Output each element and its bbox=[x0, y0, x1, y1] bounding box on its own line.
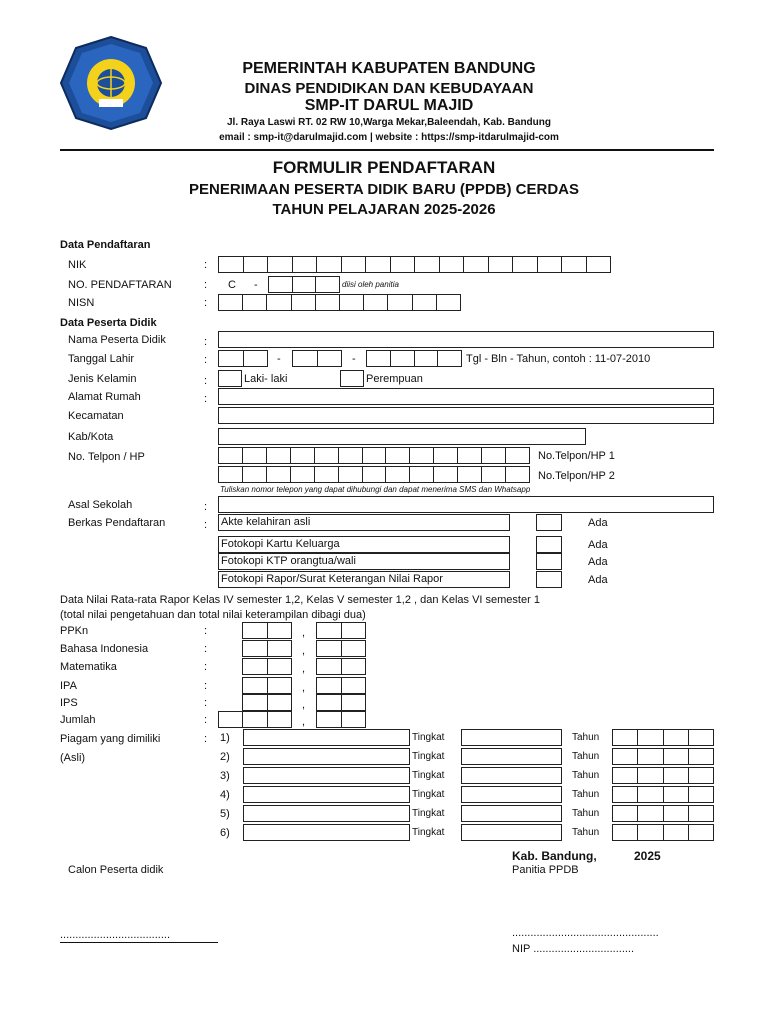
berkas-item: Fotokopi Rapor/Surat Keterangan Nilai Rapor bbox=[218, 571, 510, 588]
digit-cell[interactable] bbox=[664, 786, 689, 803]
digit-cell[interactable] bbox=[689, 786, 714, 803]
label-nisn: NISN bbox=[68, 297, 95, 309]
tahun-field[interactable] bbox=[612, 786, 714, 803]
digit-cell[interactable] bbox=[638, 748, 663, 765]
colon: : bbox=[204, 393, 208, 405]
digit-cell[interactable] bbox=[458, 466, 482, 483]
label-nama: Nama Peserta Didik bbox=[68, 334, 166, 346]
digit-cell[interactable] bbox=[664, 729, 689, 746]
nilai-decimal-field[interactable] bbox=[316, 622, 366, 639]
digit-cell[interactable] bbox=[438, 350, 462, 367]
tingkat-field[interactable] bbox=[461, 729, 562, 746]
decimal-comma: , bbox=[302, 716, 306, 728]
digit-cell[interactable] bbox=[638, 805, 663, 822]
piagam-name-field[interactable] bbox=[243, 729, 410, 746]
footer-panitia: Panitia PPDB bbox=[512, 864, 579, 876]
section-data-pendaftaran: Data Pendaftaran bbox=[60, 239, 151, 251]
colon: : bbox=[204, 661, 208, 673]
digit-cell[interactable] bbox=[317, 256, 342, 273]
tahun-field[interactable] bbox=[612, 824, 714, 841]
tgl-day-field[interactable] bbox=[218, 350, 268, 367]
hp1-label: No.Telpon/HP 1 bbox=[538, 450, 615, 462]
dash: - bbox=[254, 279, 258, 291]
decimal-comma: , bbox=[302, 699, 306, 711]
colon: : bbox=[204, 714, 208, 726]
header-contact: email : smp-it@darulmajid.com | website : https://smp-itdarulmajid-com bbox=[219, 132, 559, 143]
nilai-integer-field[interactable] bbox=[242, 640, 292, 657]
digit-cell[interactable] bbox=[243, 711, 267, 728]
digit-cell[interactable] bbox=[437, 294, 461, 311]
piagam-name-field[interactable] bbox=[243, 786, 410, 803]
digit-cell[interactable] bbox=[268, 622, 293, 639]
digit-cell[interactable] bbox=[316, 640, 342, 657]
tahun-field[interactable] bbox=[612, 805, 714, 822]
digit-cell[interactable] bbox=[242, 677, 268, 694]
digit-cell[interactable] bbox=[243, 447, 267, 464]
dash: - bbox=[352, 353, 356, 365]
colon: : bbox=[204, 354, 208, 366]
ada-checkbox[interactable] bbox=[536, 553, 562, 570]
form-year: TAHUN PELAJARAN 2025-2026 bbox=[272, 201, 496, 218]
digit-cell[interactable] bbox=[339, 447, 363, 464]
colon: : bbox=[204, 733, 208, 745]
digit-cell[interactable] bbox=[267, 294, 291, 311]
digit-cell[interactable] bbox=[612, 805, 638, 822]
digit-cell[interactable] bbox=[440, 256, 465, 273]
nilai-decimal-field[interactable] bbox=[316, 711, 366, 728]
berkas-item: Fotokopi Kartu Keluarga bbox=[218, 536, 510, 553]
header-school: SMP-IT DARUL MAJID bbox=[304, 97, 474, 114]
digit-cell[interactable] bbox=[243, 294, 267, 311]
digit-cell[interactable] bbox=[689, 824, 714, 841]
digit-cell[interactable] bbox=[363, 466, 387, 483]
digit-cell[interactable] bbox=[315, 447, 339, 464]
colon: : bbox=[204, 680, 208, 692]
colon: : bbox=[204, 519, 208, 531]
digit-cell[interactable] bbox=[291, 447, 315, 464]
digit-cell[interactable] bbox=[689, 805, 714, 822]
digit-cell[interactable] bbox=[506, 466, 530, 483]
digit-cell[interactable] bbox=[316, 276, 340, 293]
tingkat-field[interactable] bbox=[461, 824, 562, 841]
hp1-field[interactable] bbox=[218, 447, 530, 464]
digit-cell[interactable] bbox=[268, 658, 293, 675]
header-address: Jl. Raya Laswi RT. 02 RW 10,Warga Mekar,Baleendah, Kab. Bandung bbox=[227, 117, 551, 128]
prefix-c: C bbox=[228, 279, 236, 291]
section-data-peserta: Data Peserta Didik bbox=[60, 317, 157, 329]
form-subtitle: PENERIMAAN PESERTA DIDIK BARU (PPDB) CERDAS bbox=[188, 181, 580, 198]
digit-cell[interactable] bbox=[638, 767, 663, 784]
tingkat-field[interactable] bbox=[461, 767, 562, 784]
nilai-decimal-field[interactable] bbox=[316, 677, 366, 694]
digit-cell[interactable] bbox=[415, 256, 440, 273]
colon: : bbox=[204, 259, 208, 271]
nilai-subject: PPKn bbox=[60, 625, 89, 637]
digit-cell[interactable] bbox=[342, 711, 367, 728]
piagam-number: 3) bbox=[220, 770, 230, 782]
digit-cell[interactable] bbox=[218, 350, 244, 367]
colon: : bbox=[204, 697, 208, 709]
nilai-decimal-field[interactable] bbox=[316, 640, 366, 657]
tingkat-field[interactable] bbox=[461, 805, 562, 822]
ada-label: Ada bbox=[588, 517, 608, 529]
label-alamat: Alamat Rumah bbox=[68, 391, 141, 403]
label-asli: (Asli) bbox=[60, 752, 86, 764]
digit-cell[interactable] bbox=[293, 276, 317, 293]
digit-cell[interactable] bbox=[315, 466, 339, 483]
digit-cell[interactable] bbox=[458, 447, 482, 464]
ada-label: Ada bbox=[588, 574, 608, 586]
digit-cell[interactable] bbox=[316, 658, 342, 675]
header-gov: PEMERINTAH KABUPATEN BANDUNG bbox=[242, 60, 536, 77]
digit-cell[interactable] bbox=[267, 466, 291, 483]
digit-cell[interactable] bbox=[268, 640, 293, 657]
piagam-number: 5) bbox=[220, 808, 230, 820]
digit-cell[interactable] bbox=[342, 256, 367, 273]
label-berkas: Berkas Pendaftaran bbox=[68, 517, 166, 529]
header-divider bbox=[60, 149, 714, 151]
digit-cell[interactable] bbox=[689, 748, 714, 765]
tingkat-label: Tingkat bbox=[412, 770, 445, 781]
digit-cell[interactable] bbox=[291, 466, 315, 483]
digit-cell[interactable] bbox=[268, 677, 293, 694]
label-kabkota: Kab/Kota bbox=[68, 431, 114, 443]
digit-cell[interactable] bbox=[434, 466, 458, 483]
digit-cell[interactable] bbox=[664, 748, 689, 765]
piagam-number: 2) bbox=[220, 751, 230, 763]
digit-cell[interactable] bbox=[242, 622, 268, 639]
digit-cell[interactable] bbox=[587, 256, 612, 273]
signature-calon: .................................... bbox=[60, 928, 218, 943]
digit-cell[interactable] bbox=[218, 447, 243, 464]
telp-note: Tuliskan nomor telepon yang dapat dihubungi dan dapat menerima SMS dan Whatsapp bbox=[220, 485, 531, 494]
tahun-label: Tahun bbox=[572, 808, 600, 819]
digit-cell[interactable] bbox=[318, 350, 343, 367]
label-nik: NIK bbox=[68, 259, 87, 271]
decimal-comma: , bbox=[302, 663, 306, 675]
tahun-field[interactable] bbox=[612, 748, 714, 765]
colon: : bbox=[204, 279, 208, 291]
piagam-name-field[interactable] bbox=[243, 805, 410, 822]
tingkat-label: Tingkat bbox=[412, 789, 445, 800]
digit-cell[interactable] bbox=[342, 640, 367, 657]
tahun-label: Tahun bbox=[572, 789, 600, 800]
piagam-number: 6) bbox=[220, 827, 230, 839]
nilai-subject: Bahasa Indonesia bbox=[60, 643, 149, 655]
berkas-item: Akte kelahiran asli bbox=[218, 514, 510, 531]
digit-cell[interactable] bbox=[267, 447, 291, 464]
digit-cell[interactable] bbox=[342, 658, 367, 675]
digit-cell[interactable] bbox=[538, 256, 563, 273]
kabkota-field[interactable] bbox=[218, 428, 586, 445]
tahun-label: Tahun bbox=[572, 827, 600, 838]
tahun-label: Tahun bbox=[572, 732, 600, 743]
decimal-comma: , bbox=[302, 682, 306, 694]
school-logo bbox=[60, 36, 162, 130]
tahun-field[interactable] bbox=[612, 767, 714, 784]
digit-cell[interactable] bbox=[340, 294, 364, 311]
tingkat-label: Tingkat bbox=[412, 751, 445, 762]
digit-cell[interactable] bbox=[316, 294, 340, 311]
digit-cell[interactable] bbox=[316, 677, 342, 694]
digit-cell[interactable] bbox=[268, 276, 293, 293]
digit-cell[interactable] bbox=[562, 256, 587, 273]
nilai-integer-field[interactable] bbox=[242, 658, 292, 675]
digit-cell[interactable] bbox=[415, 350, 439, 367]
label-telp: No. Telpon / HP bbox=[68, 451, 145, 463]
piagam-name-field[interactable] bbox=[243, 767, 410, 784]
digit-cell[interactable] bbox=[612, 748, 638, 765]
nilai-integer-field[interactable] bbox=[242, 677, 292, 694]
digit-cell[interactable] bbox=[664, 805, 689, 822]
nilai-subject: IPS bbox=[60, 697, 78, 709]
digit-cell[interactable] bbox=[268, 256, 293, 273]
label-asal: Asal Sekolah bbox=[68, 499, 133, 511]
digit-cell[interactable] bbox=[363, 447, 387, 464]
digit-cell[interactable] bbox=[218, 256, 244, 273]
footer-calon: Calon Peserta didik bbox=[68, 864, 164, 876]
digit-cell[interactable] bbox=[638, 786, 663, 803]
digit-cell[interactable] bbox=[391, 350, 415, 367]
piagam-name-field[interactable] bbox=[243, 824, 410, 841]
panitia-note: diisi oleh panitia bbox=[342, 280, 399, 289]
hp2-label: No.Telpon/HP 2 bbox=[538, 470, 615, 482]
tahun-field[interactable] bbox=[612, 729, 714, 746]
digit-cell[interactable] bbox=[218, 711, 243, 728]
header-dinas: DINAS PENDIDIKAN DAN KEBUDAYAAN bbox=[244, 80, 534, 97]
digit-cell[interactable] bbox=[413, 294, 437, 311]
tahun-label: Tahun bbox=[572, 751, 600, 762]
colon: : bbox=[204, 501, 208, 513]
digit-cell[interactable] bbox=[364, 294, 388, 311]
piagam-number: 4) bbox=[220, 789, 230, 801]
decimal-comma: , bbox=[302, 645, 306, 657]
kecamatan-field[interactable] bbox=[218, 407, 714, 424]
tingkat-field[interactable] bbox=[461, 748, 562, 765]
digit-cell[interactable] bbox=[342, 622, 367, 639]
nilai-description: Data Nilai Rata-rata Rapor Kelas IV semester 1,2, Kelas V semester 1,2 , dan Kelas VI semester 1 bbox=[60, 594, 540, 606]
digit-cell[interactable] bbox=[489, 256, 514, 273]
nilai-subject: Jumlah bbox=[60, 714, 96, 726]
digit-cell[interactable] bbox=[243, 466, 267, 483]
colon: : bbox=[204, 643, 208, 655]
label-kecamatan: Kecamatan bbox=[68, 410, 124, 422]
digit-cell[interactable] bbox=[342, 694, 367, 711]
colon: : bbox=[204, 297, 208, 309]
nilai-integer-field[interactable] bbox=[242, 622, 292, 639]
ada-label: Ada bbox=[588, 539, 608, 551]
tgl-year-field[interactable] bbox=[366, 350, 462, 367]
digit-cell[interactable] bbox=[242, 658, 268, 675]
piagam-number: 1) bbox=[220, 732, 230, 744]
nisn-field[interactable] bbox=[218, 294, 461, 311]
digit-cell[interactable] bbox=[218, 294, 243, 311]
digit-cell[interactable] bbox=[410, 447, 434, 464]
piagam-name-field[interactable] bbox=[243, 748, 410, 765]
digit-cell[interactable] bbox=[316, 622, 342, 639]
label-tanggal: Tanggal Lahir bbox=[68, 353, 135, 365]
digit-cell[interactable] bbox=[638, 824, 663, 841]
digit-cell[interactable] bbox=[366, 256, 391, 273]
footer-nip: NIP ................................. bbox=[512, 943, 635, 955]
digit-cell[interactable] bbox=[482, 466, 506, 483]
digit-cell[interactable] bbox=[664, 824, 689, 841]
digit-cell[interactable] bbox=[218, 466, 243, 483]
label-no-pendaftaran: NO. PENDAFTARAN bbox=[68, 279, 172, 291]
digit-cell[interactable] bbox=[612, 786, 638, 803]
form-title: FORMULIR PENDAFTARAN bbox=[272, 158, 496, 177]
digit-cell[interactable] bbox=[612, 767, 638, 784]
perempuan-label: Perempuan bbox=[366, 373, 423, 385]
tgl-hint: Tgl - Bln - Tahun, contoh : 11-07-2010 bbox=[466, 353, 651, 365]
nilai-decimal-field[interactable] bbox=[316, 694, 366, 711]
laki-label: Laki- laki bbox=[244, 373, 288, 385]
tahun-label: Tahun bbox=[572, 770, 600, 781]
signature-panitia: ................................................ bbox=[512, 927, 659, 939]
tingkat-label: Tingkat bbox=[412, 827, 445, 838]
nilai-note: (total nilai pengetahuan dan total nilai keterampilan dibagi dua) bbox=[60, 609, 366, 621]
ada-checkbox[interactable] bbox=[536, 571, 562, 588]
digit-cell[interactable] bbox=[482, 447, 506, 464]
digit-cell[interactable] bbox=[339, 466, 363, 483]
digit-cell[interactable] bbox=[342, 677, 367, 694]
footer-year: 2025 bbox=[634, 849, 661, 863]
digit-cell[interactable] bbox=[292, 294, 316, 311]
footer-kab: Kab. Bandung, bbox=[512, 849, 597, 863]
digit-cell[interactable] bbox=[513, 256, 538, 273]
digit-cell[interactable] bbox=[292, 350, 318, 367]
digit-cell[interactable] bbox=[434, 447, 458, 464]
label-piagam: Piagam yang dimiliki bbox=[60, 733, 161, 745]
alamat-field[interactable] bbox=[218, 388, 714, 405]
digit-cell[interactable] bbox=[612, 729, 638, 746]
digit-cell[interactable] bbox=[293, 256, 318, 273]
ada-label: Ada bbox=[588, 556, 608, 568]
digit-cell[interactable] bbox=[689, 729, 714, 746]
berkas-item: Fotokopi KTP orangtua/wali bbox=[218, 553, 510, 570]
perempuan-checkbox[interactable] bbox=[340, 370, 364, 387]
no-pendaftaran-field[interactable] bbox=[268, 276, 340, 293]
colon: : bbox=[204, 375, 208, 387]
ada-checkbox[interactable] bbox=[536, 536, 562, 553]
ada-checkbox[interactable] bbox=[536, 514, 562, 531]
digit-cell[interactable] bbox=[242, 694, 268, 711]
colon: : bbox=[204, 625, 208, 637]
digit-cell[interactable] bbox=[244, 256, 269, 273]
decimal-comma: , bbox=[302, 627, 306, 639]
digit-cell[interactable] bbox=[386, 466, 410, 483]
tingkat-label: Tingkat bbox=[412, 732, 445, 743]
digit-cell[interactable] bbox=[242, 640, 268, 657]
tingkat-label: Tingkat bbox=[412, 808, 445, 819]
digit-cell[interactable] bbox=[386, 447, 410, 464]
tingkat-field[interactable] bbox=[461, 786, 562, 803]
nilai-integer-field[interactable] bbox=[242, 694, 292, 711]
laki-checkbox[interactable] bbox=[218, 370, 242, 387]
digit-cell[interactable] bbox=[506, 447, 530, 464]
nilai-decimal-field[interactable] bbox=[316, 658, 366, 675]
digit-cell[interactable] bbox=[689, 767, 714, 784]
dash: - bbox=[277, 353, 281, 365]
tgl-month-field[interactable] bbox=[292, 350, 342, 367]
digit-cell[interactable] bbox=[268, 694, 293, 711]
colon: : bbox=[204, 336, 208, 348]
digit-cell[interactable] bbox=[316, 711, 342, 728]
digit-cell[interactable] bbox=[316, 694, 342, 711]
nilai-integer-field[interactable] bbox=[218, 711, 292, 728]
asal-field[interactable] bbox=[218, 496, 714, 513]
digit-cell[interactable] bbox=[388, 294, 412, 311]
digit-cell[interactable] bbox=[244, 350, 269, 367]
digit-cell[interactable] bbox=[366, 350, 391, 367]
digit-cell[interactable] bbox=[638, 729, 663, 746]
nik-field[interactable] bbox=[218, 256, 611, 273]
hp2-field[interactable] bbox=[218, 466, 530, 483]
digit-cell[interactable] bbox=[410, 466, 434, 483]
digit-cell[interactable] bbox=[464, 256, 489, 273]
digit-cell[interactable] bbox=[664, 767, 689, 784]
nama-field[interactable] bbox=[218, 331, 714, 348]
digit-cell[interactable] bbox=[391, 256, 416, 273]
digit-cell[interactable] bbox=[612, 824, 638, 841]
digit-cell[interactable] bbox=[268, 711, 292, 728]
nilai-subject: IPA bbox=[60, 680, 77, 692]
nilai-subject: Matematika bbox=[60, 661, 117, 673]
label-jenis: Jenis Kelamin bbox=[68, 373, 137, 385]
